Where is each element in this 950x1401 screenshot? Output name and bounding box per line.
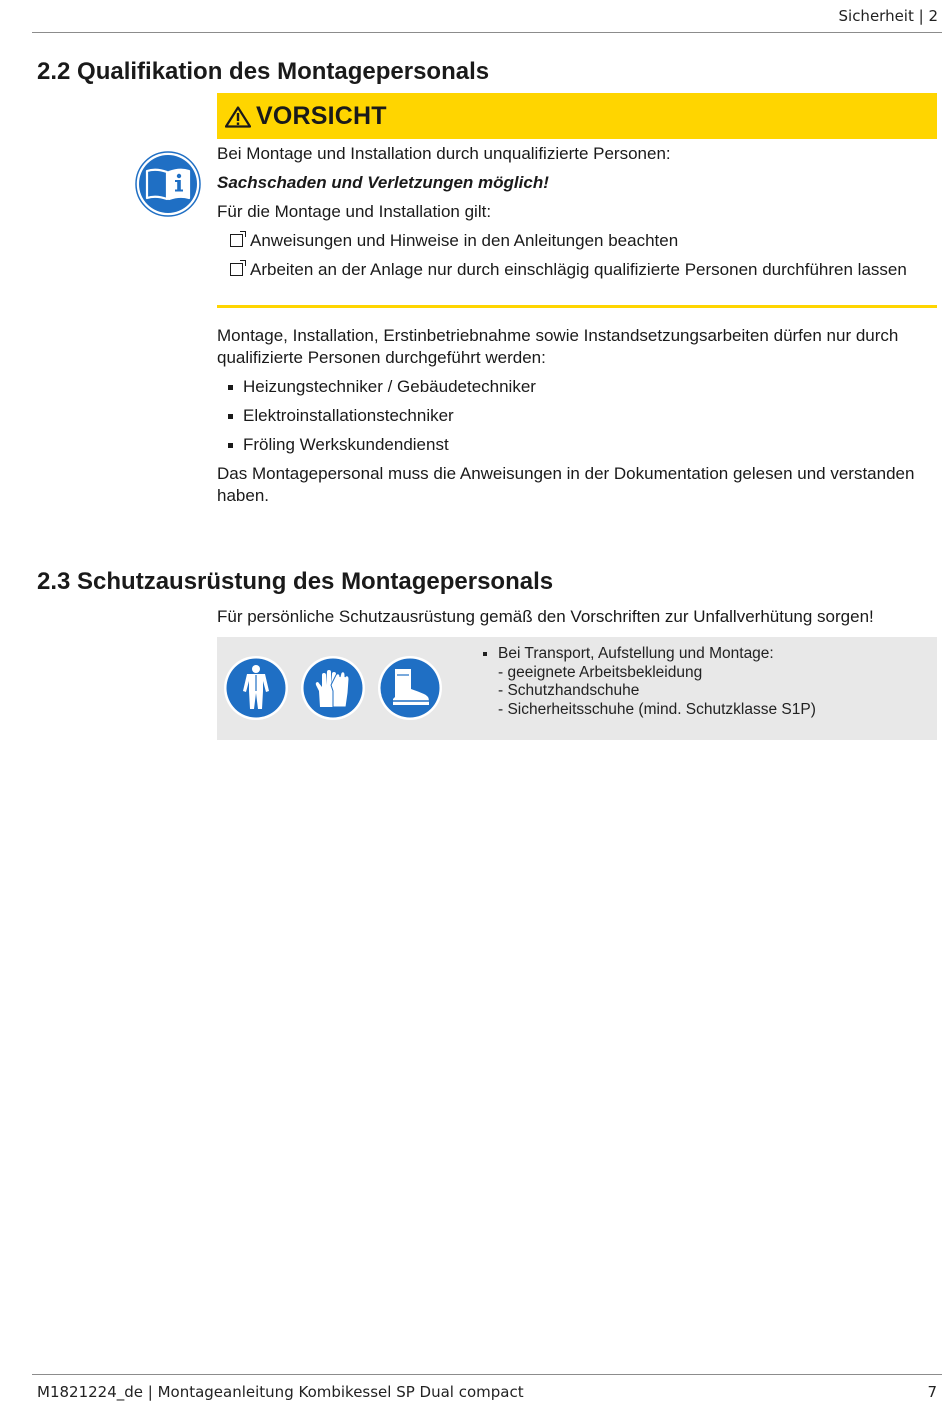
list-item xyxy=(228,405,454,427)
footer-doc-title: M1821224_de | Montageanleitung Kombikessel SP Dual compact xyxy=(37,1383,524,1401)
section-title: 2.3 Schutzausrüstung des Montagepersonals xyxy=(37,568,554,595)
page-footer xyxy=(32,1374,942,1401)
list-item xyxy=(482,645,816,664)
header-section: Sicherheit | 2 xyxy=(838,7,938,25)
warning-bottom-rule xyxy=(217,305,937,308)
ppe-item: - Sicherheitsschuhe (mind. Schutzklasse S1P) xyxy=(498,700,816,718)
check-item xyxy=(230,230,910,251)
gloves-icon xyxy=(300,655,366,721)
bullet-icon xyxy=(228,414,233,419)
checkbox-icon xyxy=(230,263,243,276)
page-number: 7 xyxy=(927,1383,937,1401)
warning-triangle-icon xyxy=(225,106,251,128)
warning-label: VORSICHT xyxy=(256,102,387,130)
ppe-item: - geeignete Arbeitsbekleidung xyxy=(498,663,703,681)
page-header xyxy=(32,0,942,33)
ppe-box xyxy=(217,637,937,740)
bullet-icon xyxy=(228,385,233,390)
read-manual-icon xyxy=(135,151,201,217)
qualification-paragraph: Montage, Installation, Erstinbetriebnahme sowie Instandsetzungsarbeiten dürfen nur durch qualifizierte Personen durchgeführt werden: xyxy=(217,326,899,367)
warning-applies: Für die Montage und Installation gilt: xyxy=(217,202,492,221)
checkbox-icon xyxy=(230,234,243,247)
closing-paragraph: Das Montagepersonal muss die Anweisungen in der Dokumentation gelesen und verstanden haben. xyxy=(217,464,915,505)
bullet-icon xyxy=(483,652,487,656)
list-item-text: Fröling Werkskundendienst xyxy=(243,435,449,454)
warning-title xyxy=(225,102,387,131)
list-item-text: Heizungstechniker / Gebäudetechniker xyxy=(243,377,536,396)
ppe-list xyxy=(482,645,816,719)
warning-intro: Bei Montage und Installation durch unqualifizierte Personen: xyxy=(217,144,671,163)
section-title: 2.2 Qualifikation des Montagepersonals xyxy=(37,58,490,85)
safety-boot-icon xyxy=(377,655,443,721)
warning-emphasis: Sachschaden und Verletzungen möglich! xyxy=(217,173,549,192)
list-item-text: Elektroinstallationstechniker xyxy=(243,406,454,425)
protective-suit-icon xyxy=(223,655,289,721)
check-item xyxy=(230,259,910,280)
ppe-list-head: Bei Transport, Aufstellung und Montage: xyxy=(498,645,774,662)
ppe-intro: Für persönliche Schutzausrüstung gemäß den Vorschriften zur Unfallverhütung sorgen! xyxy=(217,607,874,626)
check-item-text: Anweisungen und Hinweise in den Anleitungen beachten xyxy=(250,231,679,250)
check-item-text: Arbeiten an der Anlage nur durch einschlägig qualifizierte Personen durchführen lassen xyxy=(250,260,907,279)
ppe-item: - Schutzhandschuhe xyxy=(498,682,640,699)
bullet-icon xyxy=(228,443,233,448)
list-item xyxy=(228,376,536,398)
warning-banner xyxy=(217,93,937,139)
list-item xyxy=(228,434,449,456)
